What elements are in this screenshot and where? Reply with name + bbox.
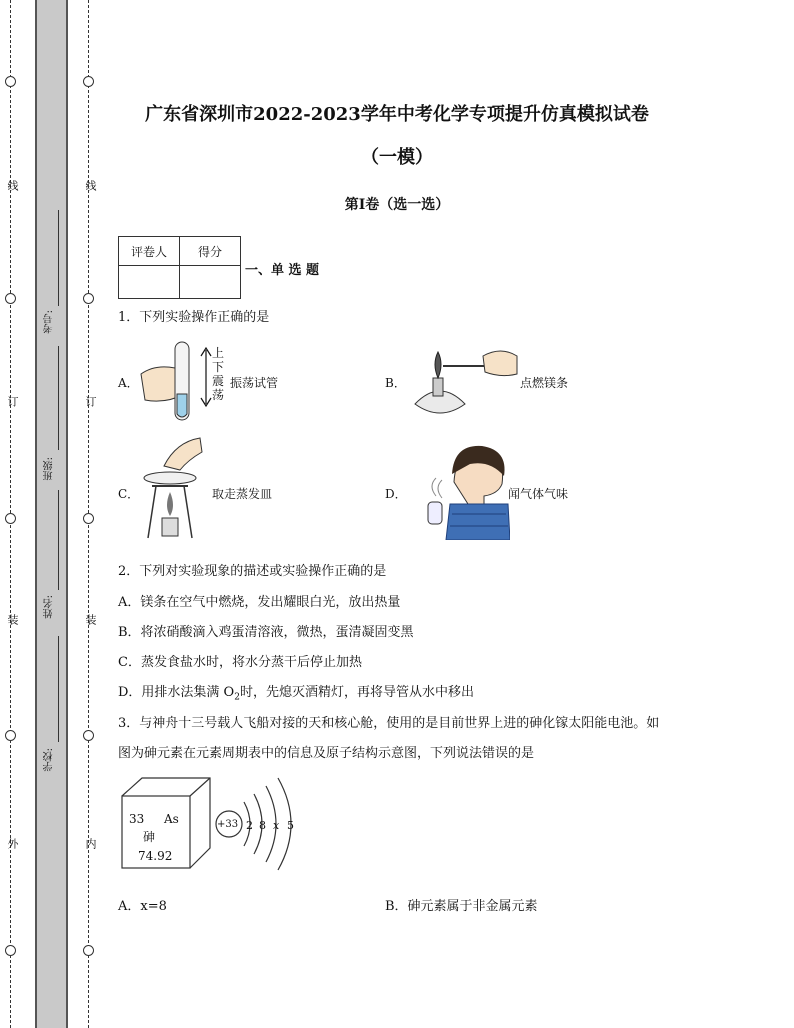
- punch-hole-circle: [83, 730, 94, 741]
- inner-mark-order: 订: [84, 396, 97, 407]
- q1-option-c-caption: 取走蒸发皿: [212, 487, 273, 501]
- q1-option-a-letter[interactable]: A．: [118, 376, 139, 390]
- q2-option-d-text-rest: 时，先熄灭酒精灯，再将导管从水中移出: [239, 685, 474, 700]
- shake-note-char: 下: [212, 360, 225, 374]
- score-header: 得分: [180, 237, 241, 266]
- punch-hole-circle: [5, 513, 16, 524]
- shell-4-electrons: 5: [287, 819, 294, 832]
- punch-hole-circle: [83, 293, 94, 304]
- up-down-arrow-icon: [200, 346, 212, 408]
- question-3-stem-continued: 图为砷元素在元素周期表中的信息及原子结构示意图，下列说法错误的是: [118, 746, 535, 761]
- punch-hole-circle: [83, 76, 94, 87]
- school-label: 学校:: [44, 748, 55, 772]
- outer-mark-order: 订: [6, 396, 19, 407]
- q2-option-c[interactable]: C．蒸发食盐水时，将水分蒸干后停止加热: [118, 655, 362, 670]
- q1-option-b-caption: 点燃镁条: [520, 376, 569, 390]
- q2-option-a[interactable]: A．镁条在空气中燃烧，发出耀眼白光，放出热量: [118, 595, 401, 610]
- score-box: [118, 236, 241, 299]
- punch-hole-circle: [5, 945, 16, 956]
- q1-option-d-caption: 闻气体气味: [508, 487, 569, 501]
- reviewer-cell[interactable]: [119, 266, 180, 299]
- q1-option-b-letter[interactable]: B．: [385, 376, 406, 390]
- school-field[interactable]: [58, 636, 59, 742]
- shell-1-electrons: 2: [246, 819, 253, 832]
- atomic-number: 33: [129, 812, 145, 826]
- exam-number-field[interactable]: [58, 210, 59, 306]
- inner-mark-inside: 内: [84, 838, 97, 849]
- shell-2-electrons: 8: [259, 819, 266, 832]
- score-cell[interactable]: [180, 266, 241, 299]
- shake-note-char: 荡: [212, 388, 225, 402]
- part-label: 一、单 选 题: [245, 263, 320, 278]
- class-label: 班级:: [44, 457, 55, 481]
- shell-3-electrons: x: [273, 819, 280, 832]
- q1-option-d-letter[interactable]: D．: [385, 487, 407, 501]
- exam-number-label: 考号:: [44, 310, 55, 334]
- oxygen-subscript: 2: [234, 692, 240, 703]
- inner-mark-line: 线: [84, 180, 97, 191]
- outer-mark-line: 线: [6, 180, 19, 191]
- exam-title-subtitle: （一模）: [361, 147, 433, 168]
- nuclear-charge: +33: [217, 819, 239, 830]
- evaporating-dish-illustration: [140, 436, 210, 544]
- section-heading: 第I卷（选一选）: [344, 197, 450, 213]
- outer-mark-bind: 装: [6, 614, 19, 625]
- q2-option-b[interactable]: B．将浓硝酸滴入鸡蛋清溶液，微热，蛋清凝固变黑: [118, 625, 414, 640]
- punch-hole-circle: [83, 945, 94, 956]
- element-symbol: As: [164, 812, 179, 826]
- class-field[interactable]: [58, 346, 59, 450]
- punch-hole-circle: [5, 730, 16, 741]
- outer-mark-outside: 外: [6, 838, 19, 849]
- q2-option-d-text: D．用排水法集满 O: [118, 685, 235, 700]
- q3-option-b[interactable]: B．砷元素属于非金属元素: [385, 899, 538, 914]
- question-2-stem: 2．下列对实验现象的描述或实验操作正确的是: [118, 564, 387, 579]
- atomic-mass: 74.92: [138, 849, 173, 863]
- q1-option-c-letter[interactable]: C．: [118, 487, 140, 501]
- shake-test-tube-illustration: [135, 334, 205, 424]
- shake-note: [212, 346, 224, 402]
- shake-note-char: 震: [212, 374, 225, 388]
- punch-hole-circle: [5, 293, 16, 304]
- name-label: 姓名:: [44, 595, 55, 619]
- shake-note-char: 上: [212, 346, 225, 360]
- reviewer-header: 评卷人: [119, 237, 180, 266]
- q2-option-d[interactable]: [118, 681, 474, 703]
- element-name: 砷: [143, 830, 156, 844]
- smell-gas-illustration: [410, 440, 510, 540]
- punch-hole-circle: [5, 76, 16, 87]
- question-3-stem: 3．与神舟十三号载人飞船对接的天和核心舱，使用的是目前世界上进的砷化镓太阳能电池。如: [118, 716, 660, 731]
- q3-option-a[interactable]: A．x=8: [118, 899, 167, 914]
- punch-hole-circle: [83, 513, 94, 524]
- name-field[interactable]: [58, 490, 59, 590]
- exam-title: 广东省深圳市2022-2023学年中考化学专项提升仿真模拟试卷: [145, 104, 649, 125]
- q1-option-a-caption: 振荡试管: [230, 376, 279, 390]
- binding-gutter: [35, 0, 68, 1028]
- ignite-magnesium-illustration: [405, 338, 520, 422]
- inner-mark-bind: 装: [84, 614, 97, 625]
- question-1-stem: 1．下列实验操作正确的是: [118, 310, 270, 325]
